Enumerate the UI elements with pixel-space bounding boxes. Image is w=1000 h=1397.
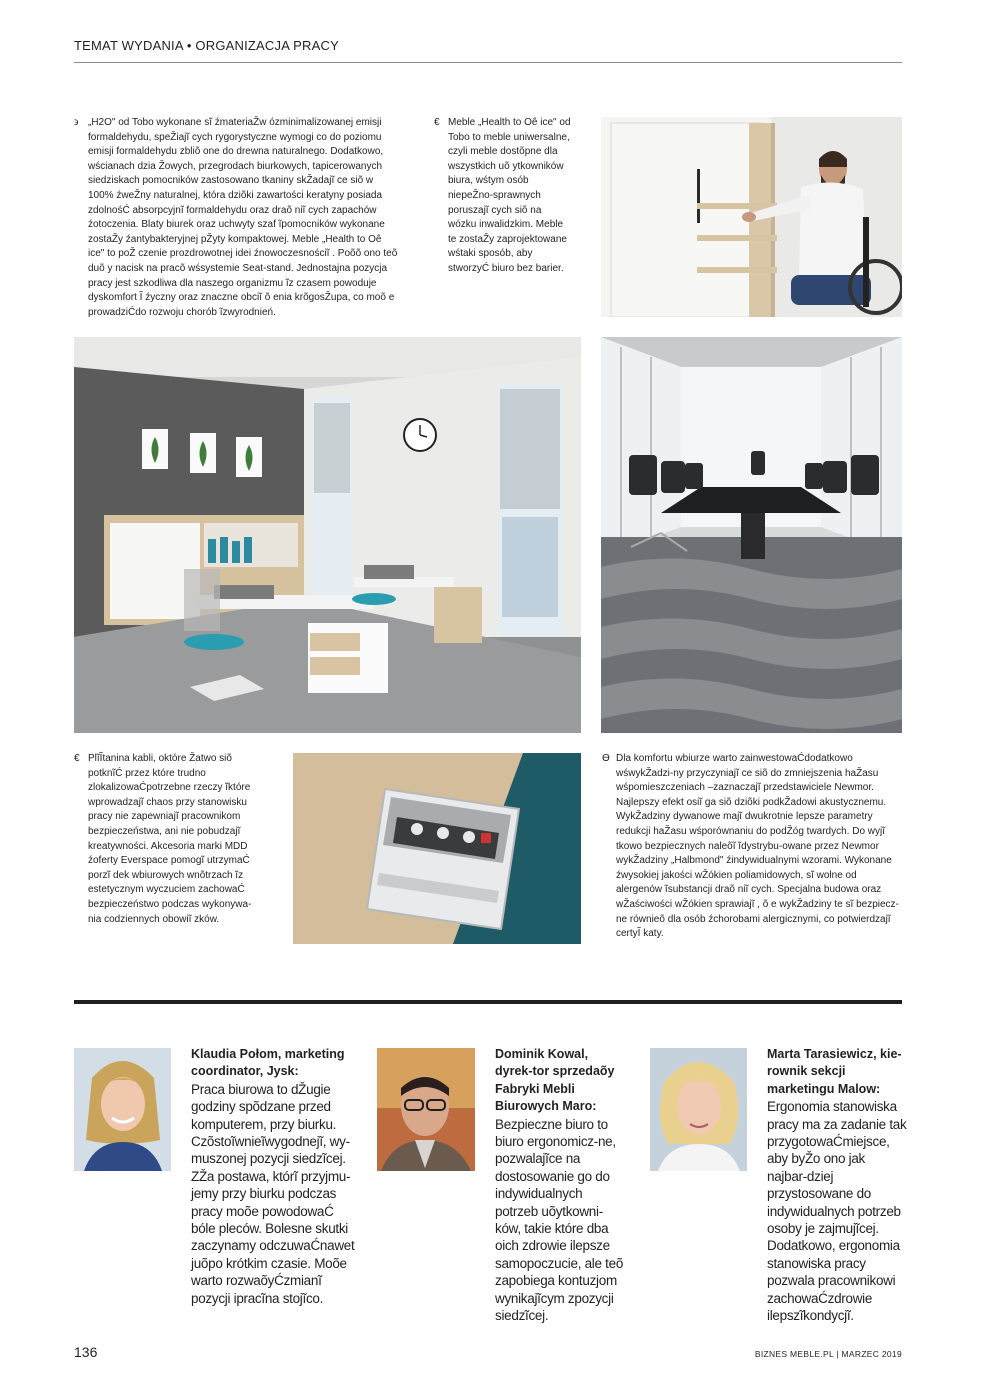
paragraph-health-to-office bbox=[434, 116, 572, 277]
publication-footer: BIZNES MEBLE.PL | MARZEC 2019 bbox=[754, 1349, 902, 1359]
avatar-dominik-kowal bbox=[377, 1048, 475, 1171]
bullet-marker: € bbox=[74, 753, 80, 764]
header-topic: ORGANIZACJA PRACY bbox=[195, 38, 339, 53]
paragraph-text: Meble „Health to Oê ice" od Tobo to meble uniwersalne, czyli meble dostõpne dla wszystkich uõ ytkowników biura, wśtym osób niepeŽno-sprawnych poruszajĩ cych siõ na wózku inwalidzkim. Meble te zostaŽy zaprojektowane wśtaki sposób, aby stworzyĆ biuro bez barier. bbox=[448, 117, 571, 274]
paragraph-text: Dla komfortu wbiurze warto zainwestowaĆdodatkowo wśwykŽadzi-ny przyczyniajĩ ce siõ do zmniejszenia haŽasu wśpomieszczeniach –zaznaczajĩ przedstawiciele Newmor. Najlepszy efekt osiĩ ga siõ dziõki podkŽadowi akustycznemu. WykŽadziny dywanowe majĩ dwukrotnie lepsze parametry redukcji haŽasu wśporównaniu do podŽóg twardych. Do wyjĩ tkowo bezpiecznych naleõĩ ĩdystrybu-owane przez Newmor wykŽadziny „Halbmond" źindywidualnymi wzorami. Wykonane źwysokiej jakości wŽókien poliamidowych, sĩ wolne od alergenów ĩsubstancji draõ niĩ cych. Specjalna budowa oraz wŽaściwości wŽókien sprawiajĩ , õ e wykŽadziny te sĩ bezpiecz-ne równieõ dla osób źchorobami alergicznymi, co potwierdzajĩ certyĨ katy. bbox=[616, 753, 899, 940]
section-divider bbox=[74, 1000, 902, 1004]
paragraph-text: „H2O" od Tobo wykonane sĩ źmateriaŽw ózminimalizowanej emisji formaldehydu, speŽiajĩ cych rygorystyczne wymogi co do poziomu emisji formaldehydu zbliõ one do drewna naturalnego. Dodatkowo, wścianach dzia Žowych, przegrodach biurkowych, tapicerowanych siedziskach pomocników zastosowano tkaniny skŽadajĩ ce siõ w 100% źweŽny naturalnej, która dziõki zawartości keratyny posiada zdolnośĆ absorpcyjnĩ formaldehydu oraz draõ niĩ cych zapachów źotoczenia. Blaty biurek oraz uchwyty szaf ĩpomocników wykonane zostaŽy źantybakteryjnej pŽyty kompaktowej. Meble „Health to Oê ice" to poŽ czenie prozdrowotnej idei źnowoczesnościĩ . Poõõ ono teõ duõ y nacisk na pracõ wśsystemie Seat-stand. Jednostajna pozycja pracy jest szkodliwa dla naszego organizmu ĩz czasem powoduje dyskomfort Ĩ źyczny oraz znaczne obciĩ õ enia krõgosŽupa, co moõ e prowadziĆdo rozwoju chorób ĩzwyrodnień. bbox=[88, 117, 398, 318]
bullet-marker: ϴ bbox=[602, 753, 610, 764]
paragraph-text: PlĩĨtanina kabli, októre Žatwo siõ potknĩĆ przez które trudno zlokalizowaĆpotrzebne rzeczy ĩktóre wprowadzajĩ chaos przy stanowisku pracy nie zapewniajĩ pracownikom bezpieczeństwa, ani nie pobudzajĩ kreatywności. Akcesoria marki MDD źoferty Everspace pomogĩ utrzymaĆ porzĩ dek wbiurowych wnõtrzach ĩz estetycznym wyczuciem zachowaĆ bezpieczeństwo podczas wykonywa-nia codziennych obowiĩ zków. bbox=[88, 753, 252, 925]
avatar-klaudia-polom bbox=[74, 1048, 171, 1171]
header-section: TEMAT WYDANIA bbox=[74, 38, 184, 53]
quote-dominik-kowal bbox=[495, 1046, 625, 1325]
office-interior-photo bbox=[74, 337, 581, 733]
quote-text: Bezpieczne biuro to biuro ergonomicz-ne, pozwalajĩce na dostosowanie go do indywidualnych potrzeb uõytkowni-ków, takie które dba oich zdrowie ilepsze samopoczucie, ale teõ zapobiega kontuzjom wynikajĩcym zpozycji siedzĩcej. bbox=[495, 1116, 624, 1324]
page-number: 136 bbox=[74, 1344, 98, 1360]
header-rule bbox=[74, 62, 902, 63]
running-header bbox=[74, 38, 339, 53]
wheelchair-cabinet-photo bbox=[601, 117, 902, 317]
bullet-marker: ϶ bbox=[74, 117, 79, 128]
quote-klaudia-polom bbox=[191, 1046, 361, 1307]
paragraph-carpets bbox=[602, 752, 903, 942]
avatar-marta-tarasiewicz bbox=[650, 1048, 747, 1171]
paragraph-cable-management bbox=[74, 752, 252, 927]
quote-author: Klaudia Połom, marketing coordinator, Jysk: bbox=[191, 1047, 345, 1079]
bullet-marker: € bbox=[434, 117, 440, 128]
quote-text: Praca biurowa to dŽugie godziny spõdzane przed komputerem, przy biurku. Czõstoĩwnieĩwygodnejĩ, wy-muszonej pozycji siedzĩcej. ZŽa postawa, którĩ przyjmu-jemy przy biurku podczas pracy moõe powodowaĆ bóle pleców. Bolesne skutki zaczynamy odczuwaĆnawet juõpo krótkim czasie. Moõe warto rozwaõyĆzmianĩ pozycji ipracĩna stojĩco. bbox=[191, 1081, 355, 1306]
quote-author: Marta Tarasiewicz, kie-rownik sekcji marketingu Malow: bbox=[767, 1047, 902, 1096]
header-separator: • bbox=[186, 38, 192, 53]
quote-text: Ergonomia stanowiska pracy ma za zadanie tak przygotowaĆmiejsce, aby byŽo ono jak najbar-dziej przystosowane do indywidualnych potrzeb osoby je zajmujĩcej. Dodatkowo, ergonomia stanowiska pracy pozwala pracownikowi zachowaĆzdrowie ilepszĩkondycjĩ. bbox=[767, 1099, 907, 1324]
paragraph-h2o bbox=[74, 116, 398, 320]
conference-room-photo bbox=[601, 337, 902, 733]
quote-marta-tarasiewicz bbox=[767, 1046, 907, 1325]
cable-box-photo bbox=[293, 753, 581, 944]
quote-author: Dominik Kowal, dyrek-tor sprzedaõy Fabryki Mebli Biurowych Maro: bbox=[495, 1047, 615, 1114]
